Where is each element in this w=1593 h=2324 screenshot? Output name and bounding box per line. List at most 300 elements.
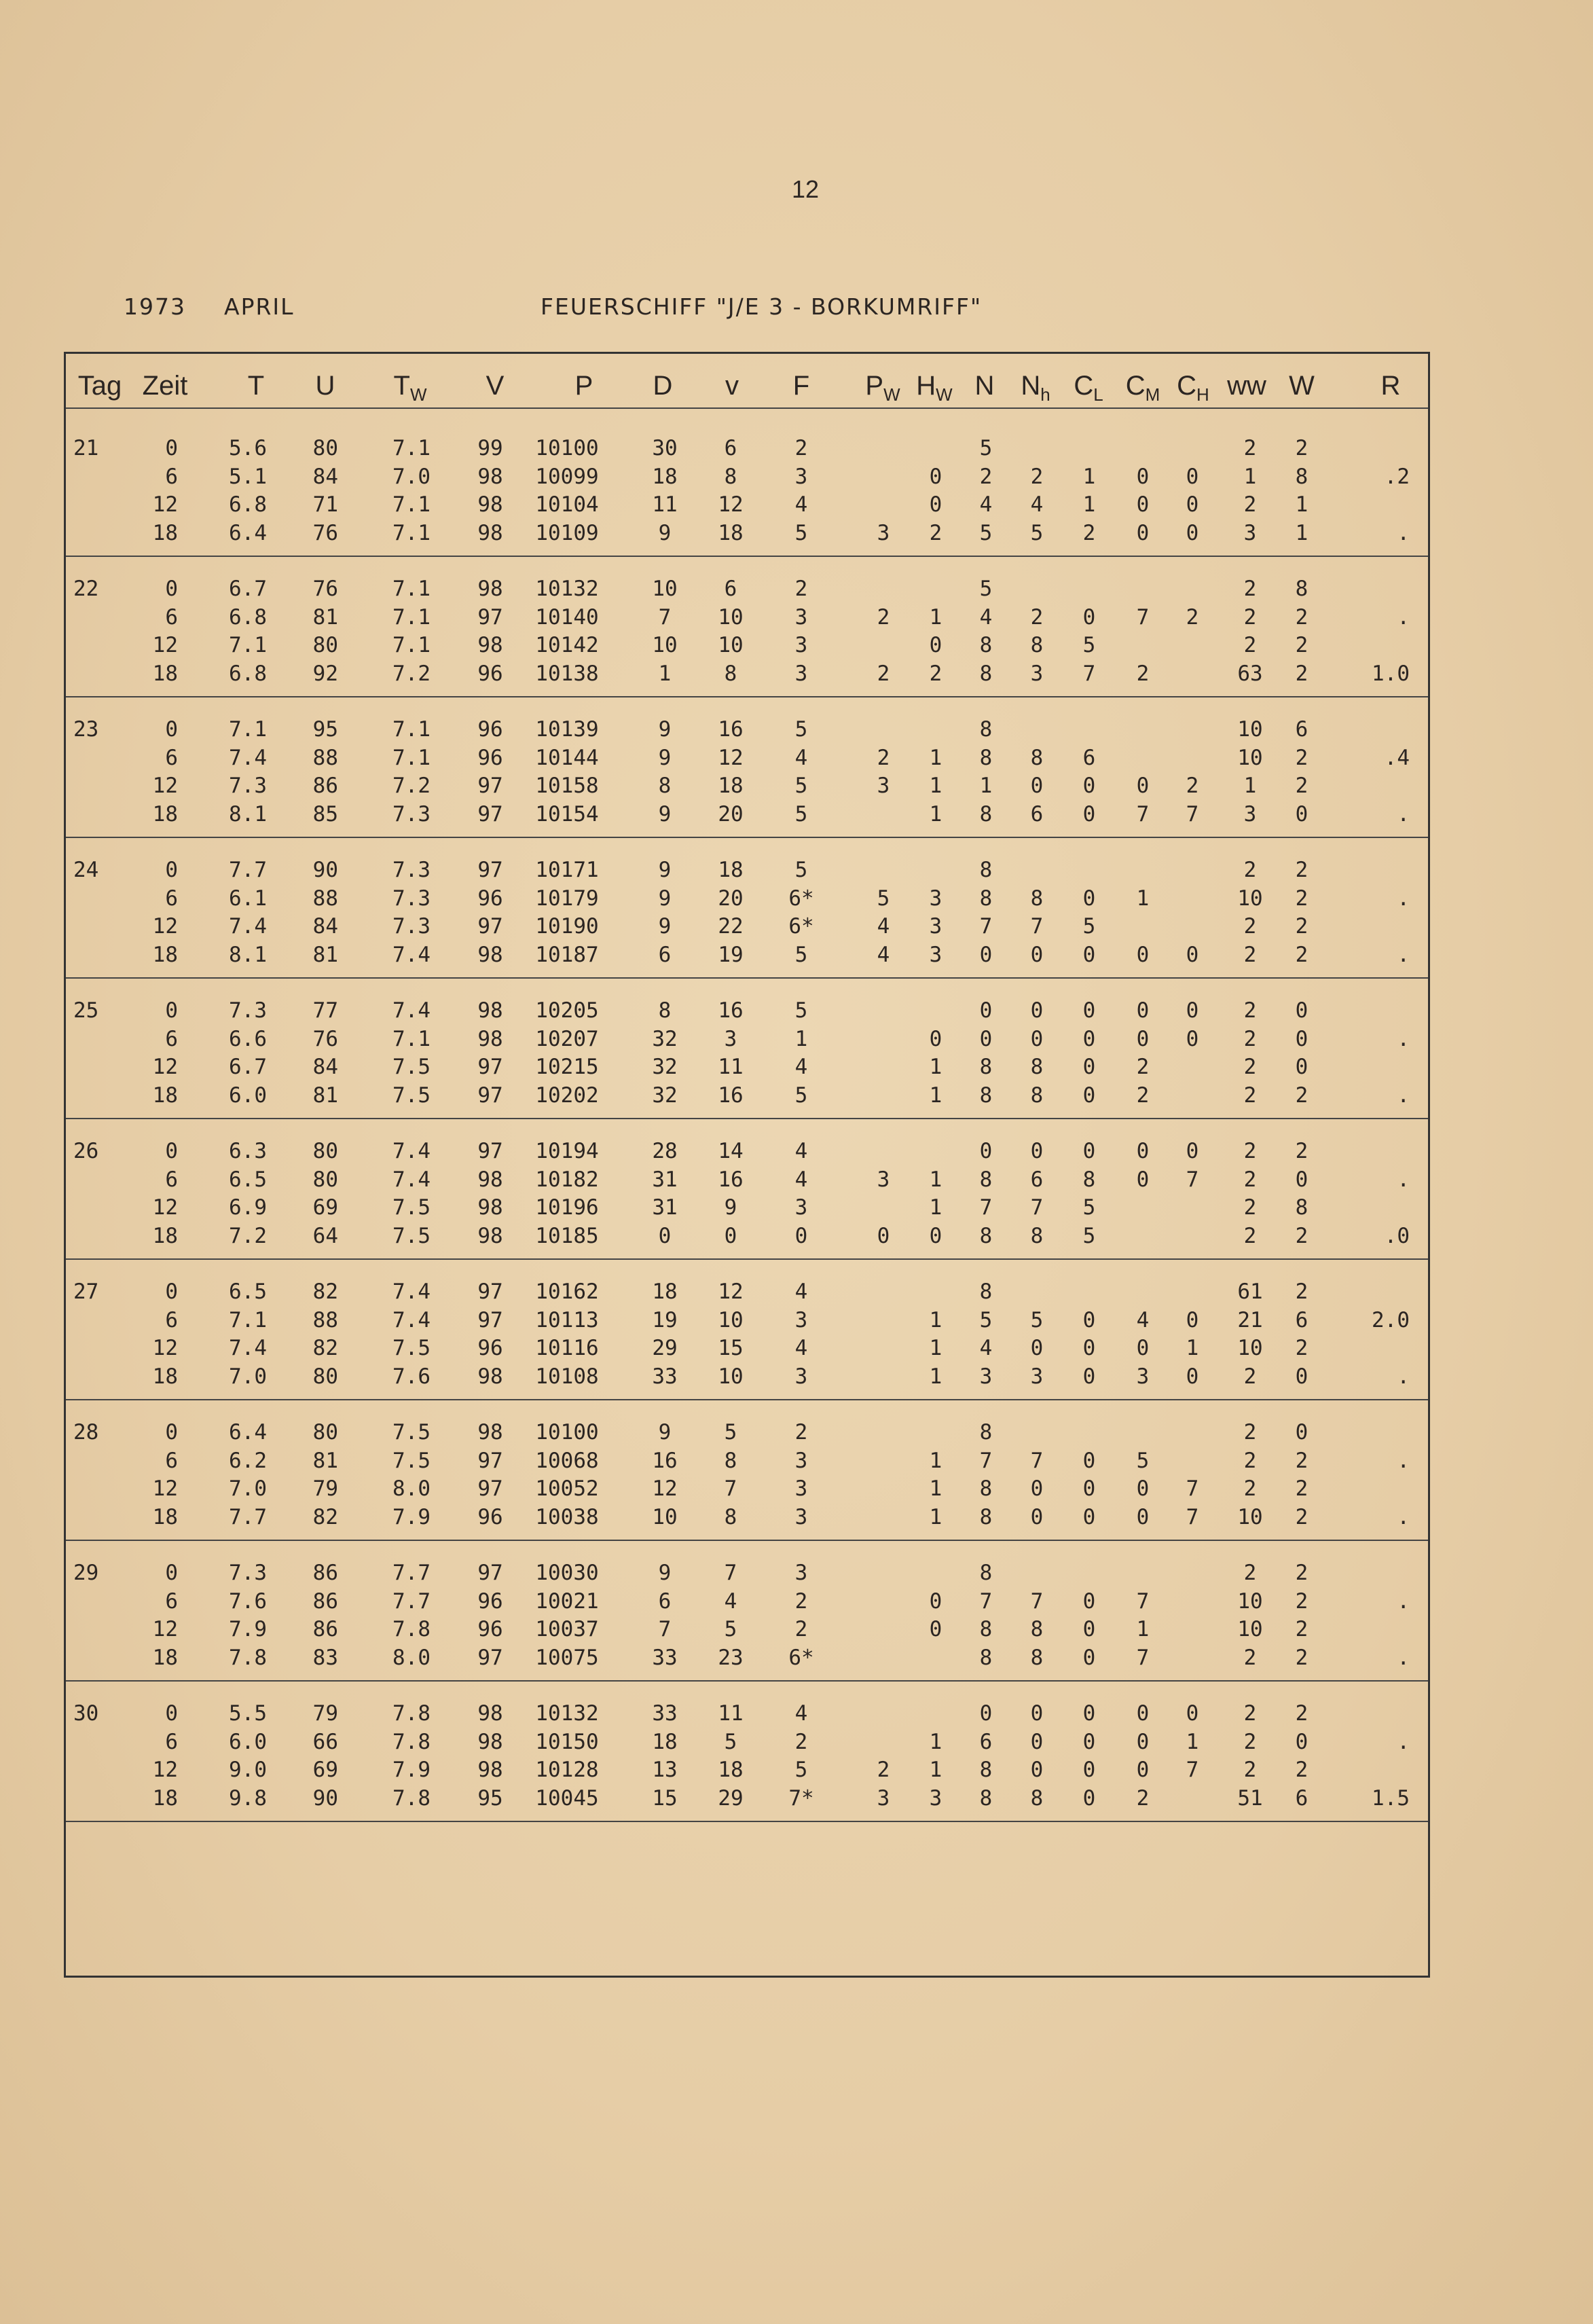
table-cell: 2.0 [1372,1307,1410,1332]
table-cell: 7.1 [392,633,431,657]
table-cell: 98 [477,1026,503,1051]
table-cell: 64 [312,1223,338,1248]
table-cell: 0 [1082,774,1096,798]
table-cell: 18 [152,520,178,545]
column-header-ch: $C_H$ [1177,371,1209,405]
table-cell: 8 [979,1223,993,1248]
table-cell: 3 [877,1167,890,1192]
column-header-p: P [574,371,593,401]
table-cell: 2 [1295,1279,1308,1304]
table-cell: 5 [794,801,808,827]
table-cell: 1 [929,1729,942,1754]
table-cell: 0 [1186,1701,1199,1726]
table-cell: 0 [1082,1785,1096,1811]
table-cell: 8.1 [229,801,267,827]
table-cell: 6.7 [229,1055,267,1079]
table-cell: 8 [979,661,993,686]
table-cell: 1 [1243,464,1257,489]
table-cell: 0 [1136,942,1150,967]
table-cell: 7.5 [392,1420,431,1445]
table-cell: 10113 [535,1307,599,1332]
table-cell: 0 [1186,998,1199,1023]
table-cell: 8 [979,633,993,657]
table-cell: 3 [929,886,942,911]
table-cell: 12 [152,1336,178,1360]
table-cell: 0 [1136,1476,1150,1501]
table-cell: 2 [877,604,890,630]
table-cell: 97 [477,1139,503,1163]
table-cell: 18 [652,1279,678,1304]
table-cell: 33 [652,1645,678,1670]
table-cell: 4 [794,492,808,517]
table-cell: 0 [1136,1336,1150,1360]
table-cell: 66 [312,1729,338,1754]
table-cell: 0 [165,1561,178,1585]
table-cell: 7.9 [229,1617,267,1641]
table-cell: 0 [1136,1139,1150,1163]
table-cell: 10109 [535,520,599,545]
column-header-f: F [792,371,810,401]
table-cell: 8 [979,1055,993,1079]
table-cell: 7.0 [229,1476,267,1501]
table-cell: 7 [1030,914,1044,939]
table-cell: 3 [794,604,808,630]
table-cell: 12 [152,914,178,939]
table-cell: 8 [724,1448,737,1473]
table-cell: 2 [1295,774,1308,798]
table-cell: 2 [1030,604,1044,630]
column-header-ww: ww [1227,371,1266,401]
table-cell: 3 [794,1448,808,1473]
table-cell: 0 [1030,1729,1044,1754]
table-cell: 7.6 [392,1364,431,1389]
table-cell: 12 [718,1279,744,1304]
table-cell: 1 [929,1055,942,1079]
table-cell: 8 [979,1279,993,1304]
table-cell: 3 [794,1364,808,1389]
table-cell: . [1397,1448,1410,1473]
table-cell: 2 [1295,604,1308,630]
table-cell: 1 [979,774,993,798]
table-cell: 10 [718,1364,744,1389]
table-cell: 82 [312,1279,338,1304]
table-cell: 18 [152,1785,178,1811]
table-cell: 7.4 [229,1336,267,1360]
table-cell: 4 [877,914,890,939]
table-cell: 11 [718,1701,744,1726]
table-cell: 8.0 [392,1476,431,1501]
column-header-v: v [725,371,739,401]
table-cell: 2 [1295,886,1308,911]
table-cell: 0 [1082,1701,1096,1726]
table-cell: 7.3 [229,1561,267,1585]
table-cell: 8 [979,1476,993,1501]
table-cell: 7 [1186,1758,1199,1782]
table-cell: 7.3 [229,998,267,1023]
table-cell: 21 [1237,1307,1263,1332]
table-cell: 8 [979,1167,993,1192]
table-cell: 6 [1030,801,1044,827]
day-label: 21 [73,436,99,460]
table-cell: 7 [1030,1588,1044,1614]
table-cell: 1 [929,745,942,770]
column-header-r: R [1380,371,1401,401]
table-cell: 5.1 [229,464,267,489]
table-cell: 7.7 [229,1504,267,1529]
column-header-t: T [247,371,265,401]
table-cell: 7.2 [229,1223,267,1248]
table-cell: 98 [477,942,503,967]
table-cell: 0 [1136,1701,1150,1726]
table-cell: 12 [152,1055,178,1079]
table-cell: 10196 [535,1195,599,1220]
table-cell: 7 [1082,661,1096,686]
table-cell: 4 [794,1336,808,1360]
table-cell: 3 [929,914,942,939]
table-cell: 82 [312,1504,338,1529]
table-cell: 5 [724,1617,737,1641]
table-cell: 2 [1243,1083,1257,1108]
table-cell: 98 [477,492,503,517]
table-cell: 0 [1136,1026,1150,1051]
table-cell: 7.5 [392,1448,431,1473]
table-cell: 1 [929,1083,942,1108]
table-cell: 2 [1295,633,1308,657]
table-cell: 7.5 [392,1195,431,1220]
table-cell: 7.4 [392,1279,431,1304]
table-cell: 2 [1243,942,1257,967]
table-cell: 10205 [535,998,599,1023]
day-label: 27 [73,1279,99,1304]
table-cell: 6 [165,1167,178,1192]
table-cell: 97 [477,801,503,827]
table-cell: 6 [658,942,672,967]
table-cell: 88 [312,886,338,911]
table-cell: 33 [652,1364,678,1389]
table-cell: 18 [152,1645,178,1670]
table-cell: 5 [794,942,808,967]
table-cell: 2 [1295,1448,1308,1473]
table-cell: 18 [152,1364,178,1389]
table-cell: 76 [312,520,338,545]
table-cell: 10171 [535,858,599,882]
table-cell: . [1397,1026,1410,1051]
table-cell: 5 [979,1307,993,1332]
table-cell: 7.8 [392,1729,431,1754]
table-cell: 2 [1082,520,1096,545]
table-cell: 31 [652,1167,678,1192]
table-cell: 0 [1136,1167,1150,1192]
table-cell: 10139 [535,717,599,742]
table-cell: 8 [979,1785,993,1811]
table-cell: 84 [312,464,338,489]
table-cell: 3 [877,774,890,798]
table-cell: 7.8 [392,1785,431,1811]
column-header-zeit: Zeit [142,371,188,401]
table-cell: 10 [718,633,744,657]
table-cell: 7 [658,1617,672,1641]
table-cell: 10099 [535,464,599,489]
table-cell: 7.1 [392,745,431,770]
table-cell: 9 [658,1420,672,1445]
table-cell: . [1397,1504,1410,1529]
table-cell: 80 [312,1420,338,1445]
table-cell: 2 [1295,745,1308,770]
table-cell: 10038 [535,1504,599,1529]
table-cell: 10142 [535,633,599,657]
table-cell: 51 [1237,1785,1263,1811]
table-cell: 4 [794,1167,808,1192]
day-separator [66,1540,1428,1541]
table-cell: 10 [652,633,678,657]
table-cell: 88 [312,1307,338,1332]
table-cell: 7.8 [392,1701,431,1726]
table-cell: 18 [152,801,178,827]
table-cell: 4 [979,1336,993,1360]
table-cell: 1.5 [1372,1785,1410,1811]
table-cell: 7 [979,1195,993,1220]
column-header-d: D [653,371,673,401]
table-cell: 10 [1237,1336,1263,1360]
table-cell: 0 [1186,1364,1199,1389]
table-cell: 7 [1186,801,1199,827]
table-cell: 9.0 [229,1758,267,1782]
table-cell: 7.4 [229,745,267,770]
day-separator [66,1258,1428,1260]
table-cell: 7* [788,1785,814,1811]
table-cell: 6 [165,1026,178,1051]
table-cell: 7 [658,604,672,630]
table-cell: 8 [979,886,993,911]
table-cell: 7 [1136,801,1150,827]
table-cell: 6 [724,577,737,601]
table-cell: 0 [1295,1026,1308,1051]
table-cell: 0 [1186,1026,1199,1051]
table-cell: 7.1 [392,436,431,460]
table-cell: 6 [1030,1167,1044,1192]
table-cell: 80 [312,633,338,657]
table-cell: . [1397,1167,1410,1192]
table-cell: 8 [979,745,993,770]
table-cell: 1 [929,1167,942,1192]
table-cell: 1 [929,1758,942,1782]
table-cell: 10100 [535,1420,599,1445]
table-cell: 3 [794,1476,808,1501]
table-cell: 0 [1082,998,1096,1023]
table-cell: 97 [477,1055,503,1079]
table-cell: 8 [979,1504,993,1529]
table-cell: 32 [652,1083,678,1108]
table-cell: 69 [312,1195,338,1220]
table-cell: 10202 [535,1083,599,1108]
table-cell: 7.1 [229,633,267,657]
table-cell: 10158 [535,774,599,798]
table-cell: 0 [1136,464,1150,489]
table-cell: 1 [1186,1729,1199,1754]
table-cell: 6 [165,886,178,911]
table-cell: 98 [477,1758,503,1782]
table-cell: 0 [165,1420,178,1445]
table-cell: 10 [718,604,744,630]
table-cell: 2 [1243,1195,1257,1220]
table-cell: 8 [1295,464,1308,489]
table-cell: 0 [1295,1364,1308,1389]
table-cell: 4 [877,942,890,967]
day-separator [66,1821,1428,1822]
table-cell: 10 [652,577,678,601]
table-cell: 7.3 [229,774,267,798]
table-cell: 0 [929,1026,942,1051]
table-cell: 0 [1186,1307,1199,1332]
column-header-nh: $N_h$ [1021,371,1050,405]
table-cell: 0 [1082,1364,1096,1389]
table-cell: 9 [658,858,672,882]
table-cell: 95 [312,717,338,742]
table-cell: 2 [1243,604,1257,630]
table-cell: 1.0 [1372,661,1410,686]
table-cell: 10140 [535,604,599,630]
table-cell: 7.1 [392,717,431,742]
table-cell: 5 [1136,1448,1150,1473]
table-cell: 6* [788,1645,814,1670]
table-cell: 1 [929,1336,942,1360]
table-cell: 16 [718,1083,744,1108]
table-cell: 2 [877,661,890,686]
table-cell: 0 [929,1223,942,1248]
table-cell: 92 [312,661,338,686]
table-cell: 10185 [535,1223,599,1248]
table-cell: . [1397,1364,1410,1389]
table-cell: 7.2 [392,661,431,686]
table-cell: 16 [718,998,744,1023]
table-cell: 8 [658,774,672,798]
table-cell: 8 [979,1420,993,1445]
table-cell: 79 [312,1701,338,1726]
table-cell: 6.5 [229,1279,267,1304]
table-cell: 16 [718,1167,744,1192]
table-cell: 90 [312,1785,338,1811]
table-cell: 5 [877,886,890,911]
column-header-tw: $T_W$ [393,371,427,405]
table-cell: 10179 [535,886,599,911]
table-cell: 12 [152,633,178,657]
table-cell: 3 [1243,520,1257,545]
table-cell: 0 [1295,998,1308,1023]
table-cell: 10068 [535,1448,599,1473]
table-cell: 10207 [535,1026,599,1051]
table-cell: 2 [1243,914,1257,939]
table-cell: 18 [152,1504,178,1529]
table-cell: 0 [1030,1139,1044,1163]
table-cell: 81 [312,1083,338,1108]
table-cell: 1 [1082,492,1096,517]
table-cell: 1 [929,1195,942,1220]
data-table-frame [64,352,1430,1978]
table-cell: 6 [1295,1307,1308,1332]
table-cell: . [1397,1729,1410,1754]
table-cell: 2 [1243,436,1257,460]
table-cell: 18 [152,1223,178,1248]
table-cell: 4 [724,1588,737,1614]
table-cell: 1 [929,1448,942,1473]
table-cell: 6.4 [229,1420,267,1445]
table-cell: 7.5 [392,1083,431,1108]
table-cell: 86 [312,774,338,798]
table-cell: 9 [658,520,672,545]
table-cell: 9 [658,801,672,827]
table-cell: 4 [794,1139,808,1163]
table-cell: 6 [165,604,178,630]
table-cell: . [1397,604,1410,630]
table-cell: 7.5 [392,1055,431,1079]
table-cell: 0 [1136,1504,1150,1529]
table-cell: 2 [1243,998,1257,1023]
table-cell: 7.7 [392,1588,431,1614]
table-cell: 0 [1082,1758,1096,1782]
table-cell: 18 [152,1083,178,1108]
table-cell: 2 [1243,492,1257,517]
table-cell: 95 [477,1785,503,1811]
table-cell: 0 [1030,998,1044,1023]
table-cell: 7.7 [392,1561,431,1585]
table-cell: 0 [165,858,178,882]
table-cell: 0 [1136,774,1150,798]
table-cell: 0 [165,1701,178,1726]
header-rule [66,407,1428,409]
header-title: FEUERSCHIFF "J/E 3 - BORKUMRIFF" [541,293,983,320]
table-cell: 98 [477,633,503,657]
table-cell: 0 [1082,1026,1096,1051]
table-cell: 10138 [535,661,599,686]
table-cell: 0 [658,1223,672,1248]
table-cell: 6.8 [229,492,267,517]
table-cell: 3 [979,1364,993,1389]
table-cell: 12 [718,492,744,517]
table-cell: 10154 [535,801,599,827]
table-cell: 0 [1082,1504,1096,1529]
table-cell: 4 [794,745,808,770]
table-cell: 96 [477,1617,503,1641]
table-cell: 0 [1082,1336,1096,1360]
table-cell: 8 [1030,886,1044,911]
table-cell: 7.7 [229,858,267,882]
table-cell: 10132 [535,1701,599,1726]
table-cell: 96 [477,717,503,742]
table-cell: 2 [1243,1139,1257,1163]
table-cell: 0 [1030,1476,1044,1501]
table-cell: 0 [1186,520,1199,545]
table-cell: 0 [165,436,178,460]
table-cell: 8 [1030,1055,1044,1079]
table-cell: 6.8 [229,661,267,686]
table-cell: 0 [929,1588,942,1614]
table-cell: 10052 [535,1476,599,1501]
table-cell: 0 [794,1223,808,1248]
table-cell: 96 [477,1588,503,1614]
table-cell: 6 [658,1588,672,1614]
table-cell: 2 [1295,914,1308,939]
table-cell: 2 [1030,464,1044,489]
table-cell: 7.3 [392,858,431,882]
table-cell: 97 [477,914,503,939]
table-cell: 5 [794,998,808,1023]
table-cell: 0 [165,717,178,742]
table-cell: 0 [1186,464,1199,489]
table-cell: 0 [979,998,993,1023]
table-cell: 63 [1237,661,1263,686]
table-cell: 4 [794,1279,808,1304]
table-cell: 6 [165,1448,178,1473]
